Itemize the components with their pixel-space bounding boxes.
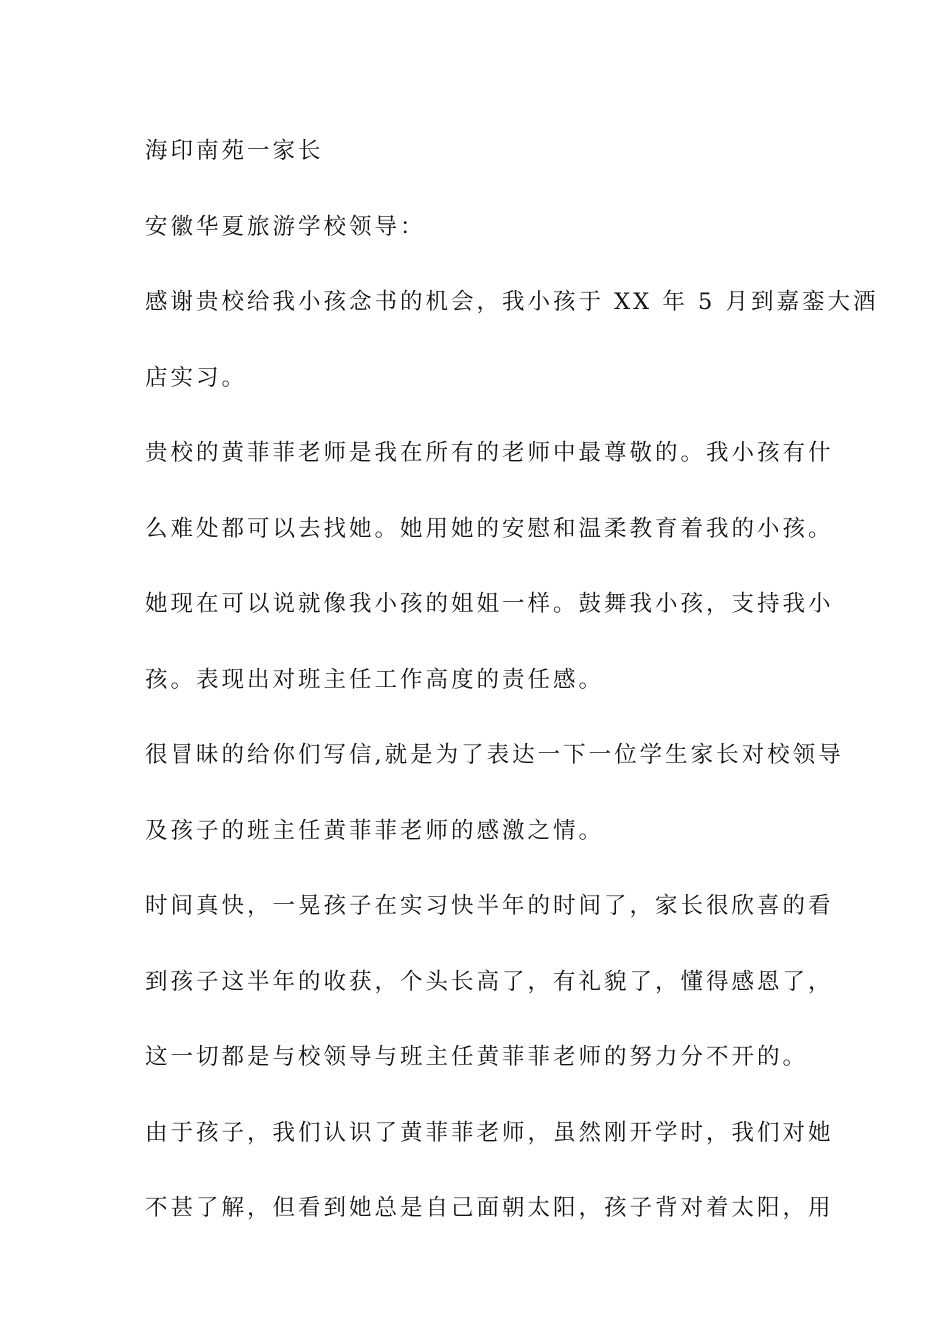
body-line: 到孩子这半年的收获，个头长高了，有礼貌了，懂得感恩了， <box>145 968 834 995</box>
body-line: 她现在可以说就像我小孩的姐姐一样。鼓舞我小孩，支持我小 <box>145 591 834 617</box>
body-line: 不甚了解，但看到她总是自己面朝太阳，孩子背对着太阳，用 <box>145 1195 834 1221</box>
body-line: 贵校的黄菲菲老师是我在所有的老师中最尊敬的。我小孩有什 <box>145 440 834 466</box>
body-line: 这一切都是与校领导与班主任黄菲菲老师的努力分不开的。 <box>145 1044 809 1070</box>
signature-line: 海印南苑一家长 <box>145 138 324 164</box>
body-line: 孩。表现出对班主任工作高度的责任感。 <box>145 666 605 693</box>
body-line: 很冒昧的给你们写信,就是为了表达一下一位学生家长对校领导 <box>145 742 844 768</box>
body-line: 感谢贵校给我小孩念书的机会，我小孩于 XX 年 5 月到嘉銮大酒 <box>145 289 879 315</box>
body-line: 店实习。 <box>145 364 248 391</box>
letter-body <box>145 128 879 1261</box>
body-line: 么难处都可以去找她。她用她的安慰和温柔教育着我的小孩。 <box>145 515 834 542</box>
body-line: 由于孩子，我们认识了黄菲菲老师，虽然刚开学时，我们对她 <box>145 1119 834 1146</box>
body-line: 及孩子的班主任黄菲菲老师的感激之情。 <box>145 817 605 844</box>
body-line: 时间真快，一晃孩子在实习快半年的时间了，家长很欣喜的看 <box>145 893 834 919</box>
salutation-line: 安徽华夏旅游学校领导： <box>145 213 426 240</box>
